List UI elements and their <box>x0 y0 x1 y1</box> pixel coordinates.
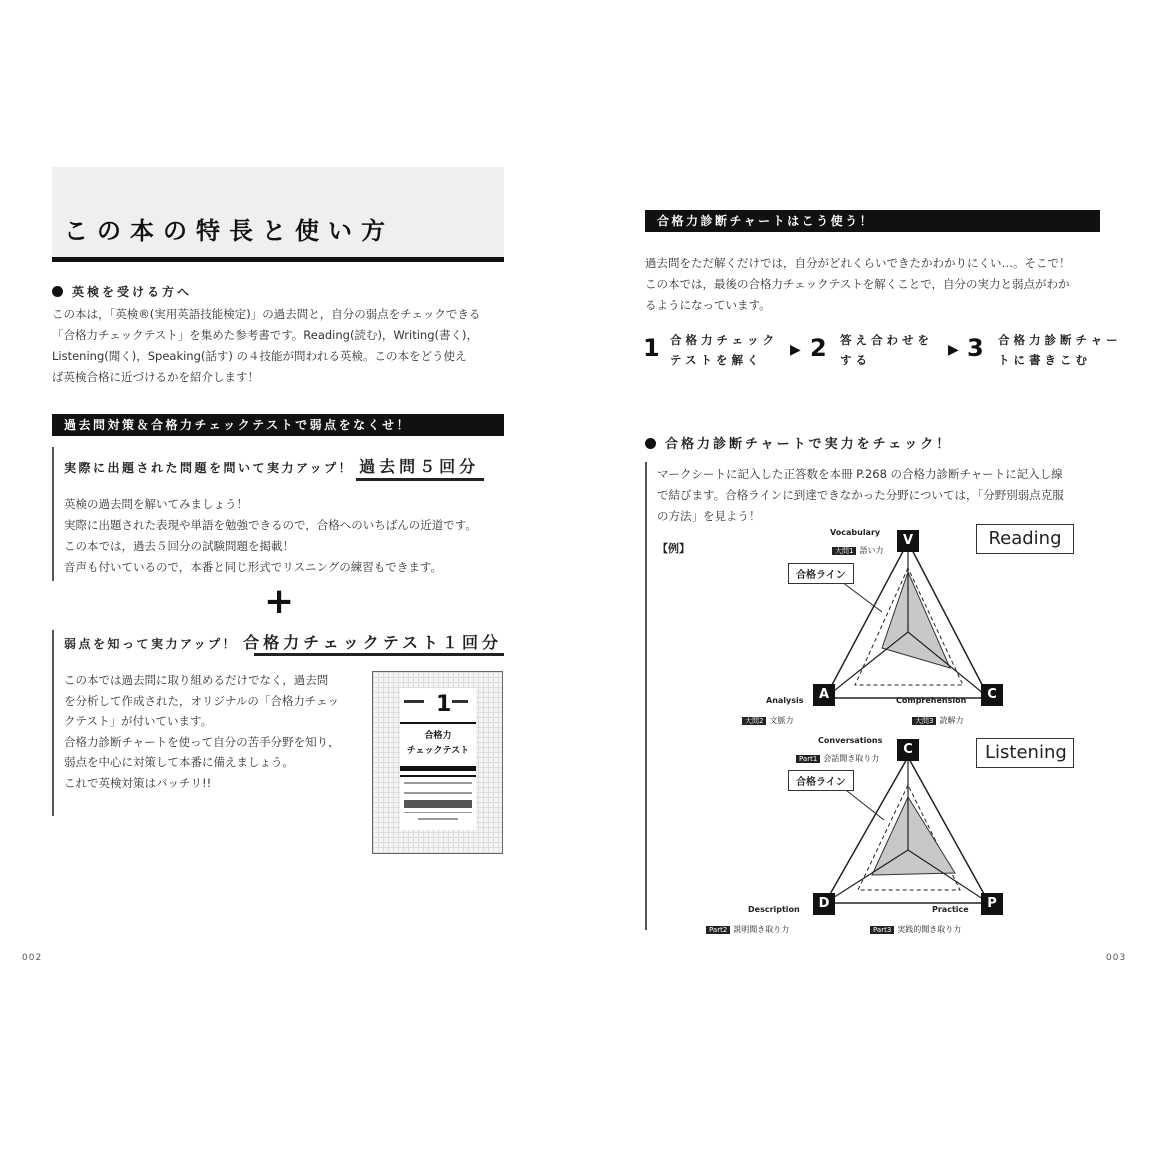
block2-side-line <box>52 630 54 816</box>
listening-axis-description: Description <box>748 905 800 914</box>
page-title-box <box>52 167 504 262</box>
listening-chart-label: Listening <box>976 738 1074 768</box>
block1-heading: 実際に出題された問題を問いて実力アップ！ 過去問５回分 <box>64 457 480 476</box>
block2-paragraph: この本では過去問に取り組めるだけでなく，過去問 を分析して作成された，オリジナルの「合格力チェッ クテスト」が付いています。 合格力診断チャートを使って自分の苦手分野を知り， 弱点を中心に対策して本番に備えましょう。 これで英検対策はバッチリ!! <box>64 673 340 790</box>
block2-heading: 弱点を知って実力アップ！ 合格力チェックテスト１回分 <box>64 633 503 652</box>
booklet-title-2: チェックテスト <box>406 746 470 756</box>
listening-axis-practice: Practice <box>932 905 969 914</box>
reading-vertex-a: A <box>813 684 835 706</box>
listening-axis-practice-tag: Part3 実践的聞き取り力 <box>870 917 961 936</box>
page-number-left: 002 <box>22 953 43 963</box>
reading-vertex-v: V <box>897 530 919 552</box>
block1-heading-big: 過去問５回分 <box>359 457 480 476</box>
booklet-title-1: 合格力 <box>424 731 452 741</box>
step-1-label: 合格力チェック テストを解く <box>670 333 779 367</box>
reading-score-area <box>882 572 950 668</box>
reading-axis-vocabulary: Vocabulary <box>830 528 881 537</box>
chart-side-line <box>645 462 647 930</box>
check-test-booklet-image <box>372 671 503 854</box>
step-arrow-2-icon: ▶ <box>948 342 959 358</box>
listening-vertex-d: D <box>813 893 835 915</box>
step-1-number: 1 <box>643 334 660 362</box>
example-label: 【例】 <box>657 542 690 555</box>
reading-axis-analysis-tag: 大問2 文脈力 <box>742 708 793 727</box>
block1-paragraph: 英検の過去問を解いてみましょう！ 実際に出題された表現や単語を勉強できるので，合格へのいちばんの近道です。 この本では，過去５回分の試験問題を掲載！ 音声も付いているので，本番と同じ形式でリスニングの練習もできます。 <box>64 497 477 574</box>
reading-axis-comprehension: Comprehension <box>896 696 967 705</box>
block1-underline <box>356 478 484 481</box>
chart-description-paragraph: マークシートに記入した正答数を本冊 P.268 の合格力診断チャートに記入し線 で結びます。合格ラインに到達できなかった分野については，「分野別弱点克服 の方法」を見よう！ <box>657 467 1064 523</box>
step-2-label: 答え合わせを する <box>840 333 933 367</box>
section-heading-examinees: 英検を受ける方へ <box>52 283 192 300</box>
reading-axis-analysis: Analysis <box>766 696 804 705</box>
page-title: この本の特長と使い方 <box>64 217 394 245</box>
step-2-number: 2 <box>810 334 827 362</box>
step-3-number: 3 <box>967 334 984 362</box>
chart-usage-paragraph: 過去問をただ解くだけでは，自分がどれくらいできたかわかりにくい…。そこで！ この本では，最後の合格力チェックテストを解くことで，自分の実力と弱点がわか るようになっています。 <box>645 256 1071 312</box>
listening-vertex-c: C <box>897 739 919 761</box>
listening-pass-line-callout: 合格ライン <box>788 770 854 791</box>
reading-axis-comprehension-tag: 大問3 読解力 <box>912 708 963 727</box>
listening-axis-description-tag: Part2 説明聞き取り力 <box>706 917 789 936</box>
listening-score-area <box>872 797 955 875</box>
intro-paragraph: この本は，「英検®(実用英語技能検定)」の過去問と，自分の弱点をチェックできる 「合格力チェックテスト」を集めた参考書です。Reading(読む)，Writing(書く)， Listening(聞く)，Speaking(話す) の４技能が問われる英検。この本をどう使え ば英検合格に近づけるかを紹介します！ <box>52 307 481 384</box>
block1-side-line <box>52 447 54 581</box>
reading-pass-line-callout: 合格ライン <box>788 563 854 584</box>
plus-icon: + <box>264 581 295 622</box>
section-bar-chart-usage: 合格力診断チャートはこう使う！ <box>645 210 1100 232</box>
booklet-cover <box>400 688 476 830</box>
listening-vertex-p: P <box>981 893 1003 915</box>
section-heading-chart-check: 合格力診断チャートで実力をチェック！ <box>645 433 952 452</box>
block2-heading-big: 合格力チェックテスト１回分 <box>243 633 503 652</box>
reading-vertex-c: C <box>981 684 1003 706</box>
listening-axis-conversations-tag: Part1 会話聞き取り力 <box>796 746 879 765</box>
section-bar-past-exams: 過去問対策＆合格力チェックテストで弱点をなくせ！ <box>52 414 504 436</box>
page-number-right: 003 <box>1106 953 1127 963</box>
reading-chart-label: Reading <box>976 524 1074 554</box>
reading-axis-vocabulary-tag: 大問1 語い力 <box>832 538 883 557</box>
block2-underline <box>254 653 504 656</box>
booklet-number-text: 1 <box>436 692 452 717</box>
listening-axis-conversations: Conversations <box>818 736 883 745</box>
step-arrow-1-icon: ▶ <box>790 342 801 358</box>
step-3-label: 合格力診断チャー トに書きこむ <box>998 333 1122 367</box>
